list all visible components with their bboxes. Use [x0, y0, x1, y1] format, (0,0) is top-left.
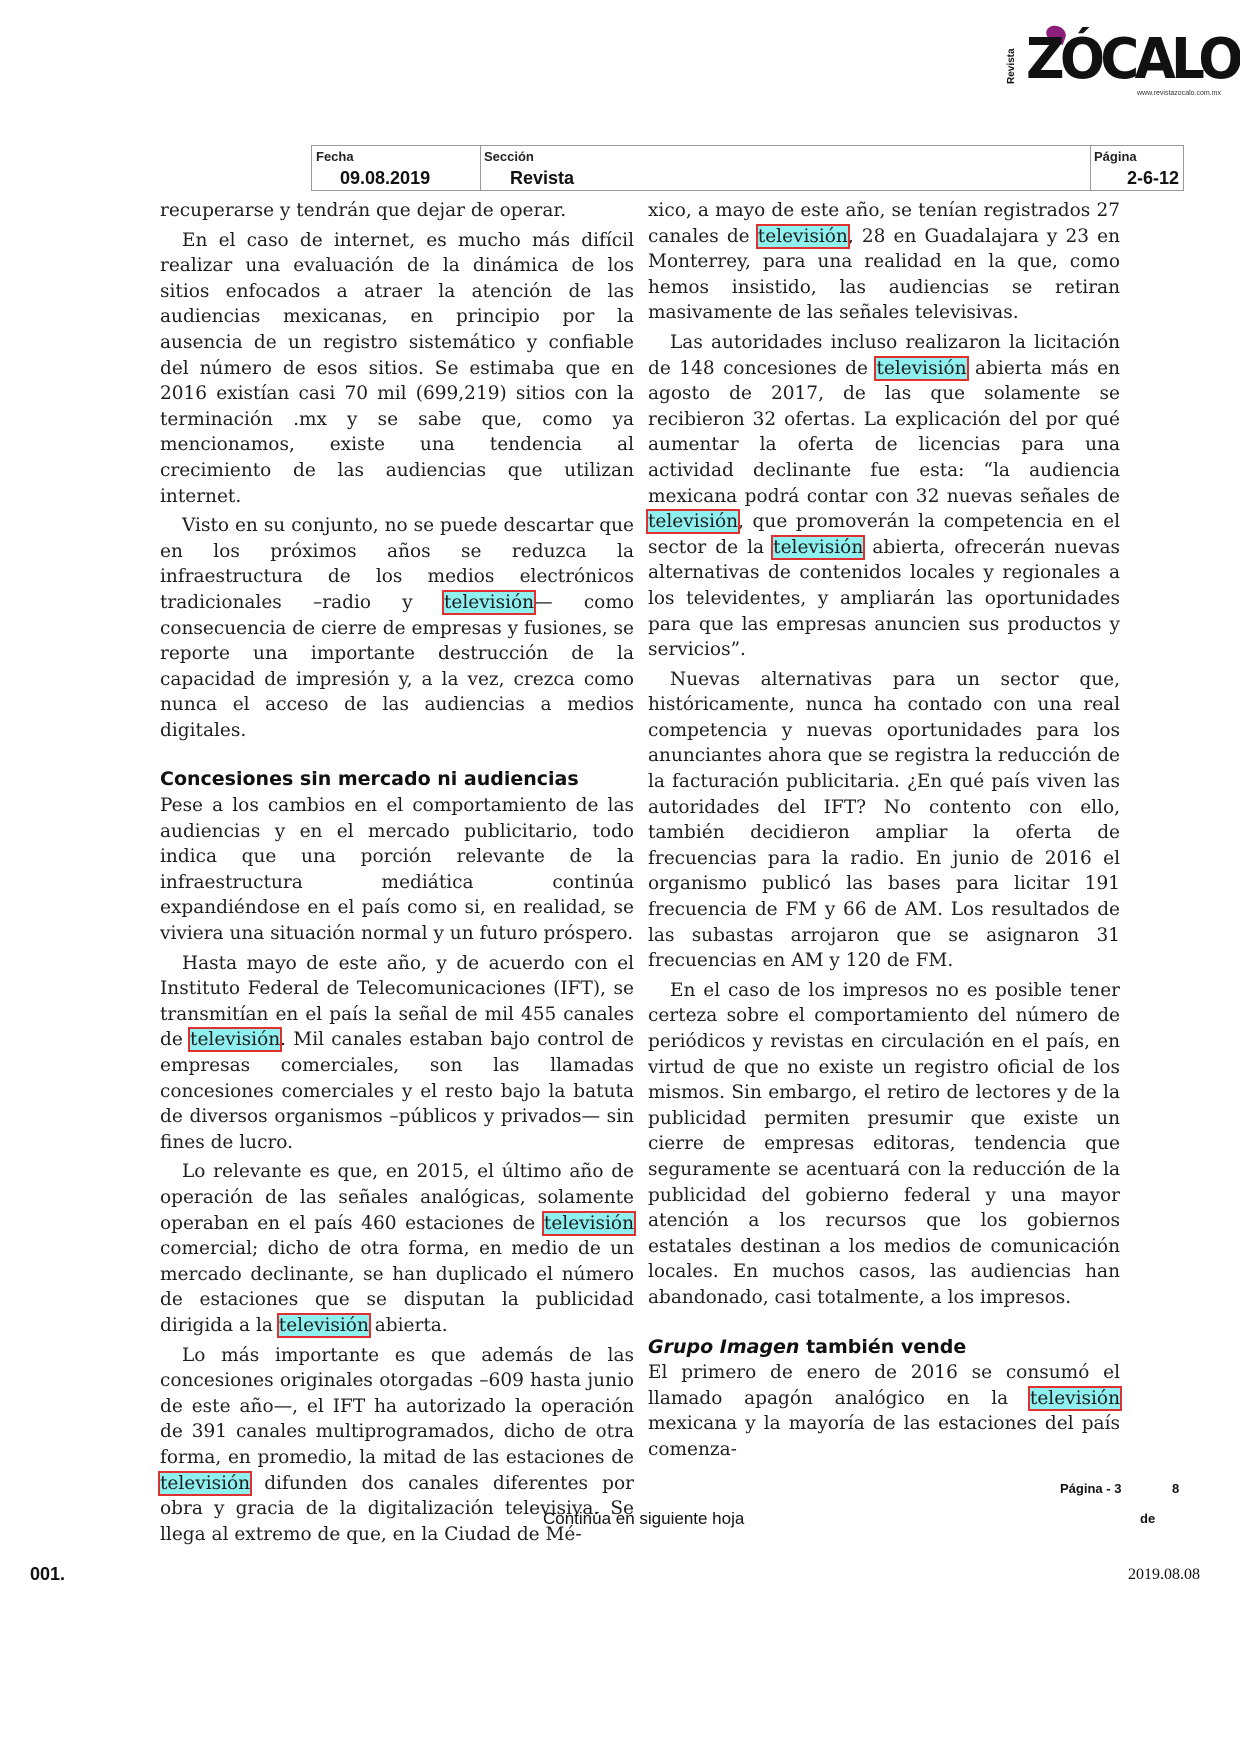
text-run: abierta, ofrecerán nuevas alternativas de contenidos locales y regionales a los televidentes, y ampliarán las oportunidades para que las empresas anuncien sus productos y servicios”.	[648, 536, 1120, 661]
text-run: — como consecuencia de cierre de empresas y fusiones, se reporte una importante destrucción de la capacidad de impresión y, a la vez, crezca como nunca el acceso de las audiencias a medios digitales.	[160, 591, 634, 741]
text-run: , 28 en Guadalajara y 23 en Monterrey, para una realidad en la que, como hemos insistido, las audiencias se retiran masivamente de las señales televisivas.	[648, 225, 1120, 324]
article-paragraph	[160, 951, 634, 1156]
highlighted-keyword: televisión	[190, 1029, 281, 1051]
highlighted-keyword: televisión	[160, 1472, 251, 1494]
highlighted-keyword: televisión	[543, 1212, 634, 1234]
text-run: , que promoverán la competencia en el sector de la	[648, 511, 1120, 558]
highlighted-keyword: televisión	[773, 536, 864, 558]
pagina-label: Página	[1094, 149, 1137, 164]
text-run: En el caso de internet, es mucho más difícil realizar una evaluación de la dinámica de los sitios enfocados a atraer la atención de las audiencias mexicanas, en principio por la ausencia de un registro sistemático y confiable del número de esos sitios. Se estimaba que en 2016 existían casi 70 mil (699,219) sitios con la terminación .mx y se sabe que, como ya mencionamos, existe una tendencia al crecimiento de las audiencias que utilizan internet.	[160, 229, 634, 507]
section-heading	[648, 1335, 1120, 1361]
seccion-cell	[480, 146, 1091, 190]
text-run: xico, a mayo de este año, se tenían registrados 27 canales de	[648, 200, 1120, 247]
article-paragraph	[160, 198, 634, 224]
article-left-column	[160, 198, 634, 1547]
text-run: En el caso de los impresos no es posible tener certeza sobre el comportamiento del número de periódicos y revistas en circulación en el país, en virtud de que no existe un registro oficial de los mismos. Sin embargo, el retiro de lectores y de la publicidad permiten presumir que existe un cierre de empresas editoras, tendencia que seguramente se acentuará con la reducción de la publicidad del gobierno federal y una mayor atención a los recursos que los gobiernos estatales destinan a los medios de comunicación locales. En muchos casos, las audiencias han abandonado, casi totalmente, a los impresos.	[648, 979, 1120, 1308]
article-right-column	[648, 198, 1120, 1463]
page-total: 8	[1172, 1481, 1180, 1496]
document-date: 2019.08.08	[1128, 1566, 1200, 1583]
text-run: Nuevas alternativas para un sector que, históricamente, nunca ha contado con una real competencia y nuevas oportunidades para los anunciantes ahora que se registra la reducción de la facturación publicitaria. ¿En qué país viven las autoridades del IFT? No contento con ello, también decidieron ampliar la oferta de frecuencias para la radio. En junio de 2016 el organismo publicó las bases para licitar 191 frecuencia de FM y 66 de AM. Los resultados de las subastas arrojaron que se asignaron 31 frecuencias en AM y 120 de FM.	[648, 668, 1120, 972]
continues-note: Continúa en siguiente hoja	[543, 1509, 745, 1528]
text-run: Visto en su conjunto, no se puede descartar que en los próximos años se reduzca la infraestructura de los medios electrónicos tradicionales –radio y	[160, 515, 634, 613]
article-paragraph	[160, 513, 634, 743]
text-run: recuperarse y tendrán que dejar de operar.	[160, 200, 567, 221]
page-label: Página	[1060, 1481, 1103, 1496]
zocalo-logo	[1006, 27, 1239, 98]
highlighted-keyword: televisión	[1029, 1387, 1120, 1409]
article-paragraph	[648, 978, 1120, 1311]
article-paragraph	[648, 330, 1120, 663]
text-run: también vende	[799, 1335, 967, 1358]
section-heading	[160, 767, 634, 793]
text-run: abierta.	[368, 1314, 448, 1336]
metadata-table	[311, 145, 1184, 191]
article-paragraph	[160, 793, 634, 947]
page-counter: Página - 3	[1060, 1481, 1122, 1496]
text-run: Las autoridades incluso realizaron la licitación de 148 concesiones de	[648, 331, 1120, 379]
brand-url: www.revistazocalo.com.mx	[1136, 90, 1221, 97]
highlighted-keyword: televisión	[757, 225, 848, 247]
text-run: comercial; dicho de otra forma, en medio de un mercado declinante, se han duplicado el número de estaciones que se disputan la publicidad dirigida a la	[160, 1238, 634, 1336]
pagina-value: 2-6-12	[1126, 168, 1179, 188]
brand-side-text: Revista	[1006, 48, 1017, 84]
text-run: Lo más importante es que además de las concesiones originales otorgadas –609 hasta junio de este año—, el IFT ha autorizado la operación de 391 canales multiprogramados, dicho de otra forma, en promedio, la mitad de las estaciones de	[160, 1344, 634, 1468]
page-current: 3	[1114, 1481, 1122, 1496]
text-run: Concesiones sin mercado ni audiencias	[160, 768, 579, 791]
text-run: Pese a los cambios en el comportamiento de las audiencias y en el mercado publicitario, todo indica que una porción relevante de la infraestructura mediática continúa expandiéndose en el país como si, en realidad, se viviera una situación normal y un futuro próspero.	[160, 795, 634, 945]
article-paragraph	[648, 1360, 1120, 1462]
highlighted-keyword: televisión	[648, 511, 739, 533]
brand-name: ZÓCALO	[1026, 27, 1239, 92]
document-id: 001.	[30, 1564, 66, 1584]
highlighted-keyword: televisión	[443, 591, 535, 613]
pagina-cell	[1090, 146, 1183, 190]
emphasized-text: Grupo Imagen	[648, 1335, 800, 1358]
text-run: . Mil canales estaban bajo control de empresas comerciales, son las llamadas concesiones comerciales y el resto bajo la batuta de diversos organismos –públicos y privados— sin fines de lucro.	[160, 1029, 634, 1153]
seccion-label: Sección	[484, 149, 534, 164]
text-run: mexicana y la mayoría de las estaciones del país comenza-	[648, 1413, 1120, 1460]
fecha-cell	[312, 146, 481, 190]
text-run: El primero de enero de 2016 se consumó el llamado apagón analógico en la	[648, 1362, 1120, 1409]
fecha-value: 09.08.2019	[340, 168, 431, 188]
highlighted-keyword: televisión	[876, 357, 967, 379]
highlighted-keyword: televisión	[278, 1314, 369, 1336]
text-run: Hasta mayo de este año, y de acuerdo con el Instituto Federal de Telecomunicaciones (IFT), se transmitían en el país la señal de mil 455 canales de	[160, 952, 634, 1051]
seccion-value: Revista	[510, 168, 575, 188]
article-paragraph	[160, 228, 634, 510]
text-run: Lo relevante es que, en 2015, el último año de operación de las señales analógicas, solamente operaban en el país 460 estaciones de	[160, 1161, 634, 1234]
fecha-label: Fecha	[316, 149, 354, 164]
article-paragraph	[648, 667, 1120, 974]
article-paragraph	[160, 1159, 634, 1338]
text-run: difunden dos canales diferentes por obra y gracia de la digitalización televisiva. Se llega al extremo de que, en la Ciudad de Mé-	[160, 1472, 634, 1545]
text-run: abierta más en agosto de 2017, de las que solamente se recibieron 32 ofertas. La explicación del por qué aumentar la oferta de licencias para una actividad declinante fue esta: “la audiencia mexicana podrá contar con 32 nuevas señales de	[648, 357, 1120, 507]
page-de-label: de	[1140, 1511, 1156, 1526]
article-paragraph	[648, 198, 1120, 326]
